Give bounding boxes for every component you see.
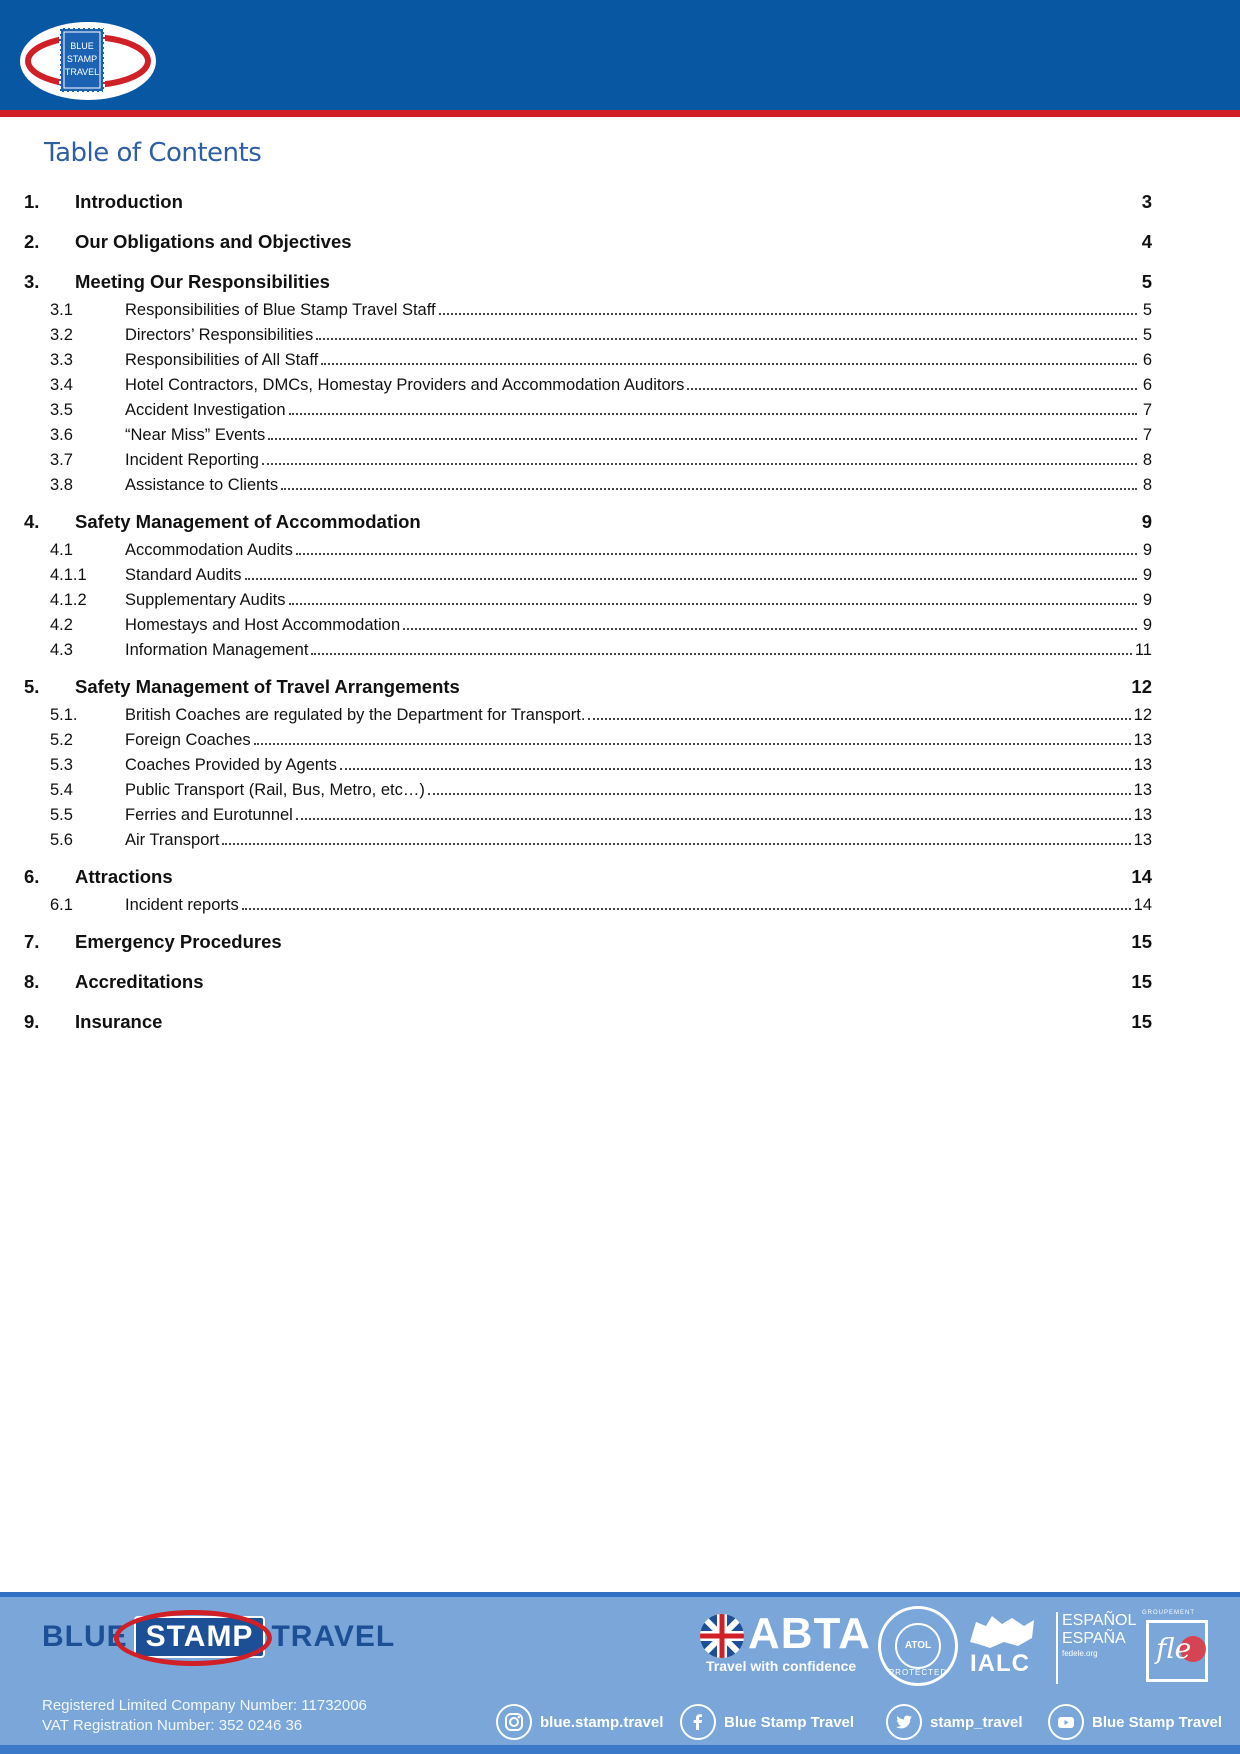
toc-entry-title: “Near Miss” Events [125, 426, 266, 444]
toc-page-number: 13 [1133, 781, 1152, 799]
toc-dot-leader [281, 488, 1137, 490]
footer-brand-stamp-text: STAMP [145, 1620, 254, 1653]
toc-page-number: 9 [1142, 566, 1152, 584]
toc-dot-leader [254, 743, 1131, 745]
toc-entry-number: 3.3 [50, 351, 73, 369]
toc-dot-leader [245, 578, 1138, 580]
toc-page-number: 8 [1142, 476, 1152, 494]
atol-ring-text: PROTECTED [888, 1668, 948, 1677]
toc-entry-number: 4.1 [50, 541, 73, 559]
toc-subsection-entry[interactable] [24, 348, 1152, 373]
toc-entry-title: Responsibilities of All Staff [125, 351, 319, 369]
toc-entry-title: Ferries and Eurotunnel [125, 806, 293, 824]
toc-page-number: 15 [1131, 931, 1152, 952]
toc-entry-title: Information Management [125, 641, 309, 659]
toc-entry-title: Public Transport (Rail, Bus, Metro, etc…) [125, 781, 425, 799]
toc-entry-title: Coaches Provided by Agents [125, 756, 337, 774]
toc-entry-number: 5.5 [50, 806, 73, 824]
toc-subsection-entry[interactable] [24, 538, 1152, 563]
footer-brand-logo [42, 1612, 395, 1662]
toc-subsection-entry[interactable] [24, 613, 1152, 638]
instagram-handle: blue.stamp.travel [540, 1713, 664, 1731]
toc-entry-title: Safety Management of Accommodation [75, 511, 421, 532]
toc-section-entry[interactable] [24, 998, 1152, 1038]
toc-section-entry[interactable] [24, 918, 1152, 958]
youtube-handle: Blue Stamp Travel [1092, 1713, 1223, 1731]
toc-page-number: 11 [1134, 641, 1152, 659]
twitter-link[interactable] [886, 1702, 1023, 1742]
footer-bottom-band [0, 1745, 1240, 1754]
toc-page-number: 9 [1142, 591, 1152, 609]
header-red-stripe [0, 110, 1240, 117]
toc-dot-leader [242, 908, 1131, 910]
toc-entry-number: 3. [24, 271, 40, 292]
toc-entry-title: Accreditations [75, 971, 204, 992]
toc-entry-title: Meeting Our Responsibilities [75, 271, 330, 292]
toc-subsection-entry[interactable] [24, 638, 1152, 663]
toc-subsection-entry[interactable] [24, 703, 1152, 728]
toc-entry-title: Our Obligations and Objectives [75, 231, 352, 252]
toc-dot-leader [222, 843, 1130, 845]
logo-line-1: BLUE [70, 41, 94, 51]
toc-page-number: 13 [1133, 831, 1152, 849]
toc-entry-number: 3.8 [50, 476, 73, 494]
toc-page-number: 3 [1141, 191, 1152, 212]
toc-section-entry[interactable] [24, 498, 1152, 538]
toc-page-number: 9 [1142, 541, 1152, 559]
twitter-handle: stamp_travel [930, 1713, 1023, 1731]
facebook-icon [680, 1704, 716, 1740]
toc-page-number: 14 [1133, 896, 1152, 914]
espanol-line-2: ESPAÑA [1062, 1630, 1126, 1647]
toc-subsection-entry[interactable] [24, 298, 1152, 323]
toc-page-number: 5 [1141, 271, 1152, 292]
toc-section-entry[interactable] [24, 258, 1152, 298]
espanol-site: fedele.org [1062, 1649, 1098, 1658]
toc-dot-leader [428, 793, 1131, 795]
youtube-link[interactable] [1048, 1702, 1222, 1742]
toc-entry-number: 8. [24, 971, 40, 992]
abta-wordmark: ABTA [748, 1609, 871, 1658]
toc-subsection-entry[interactable] [24, 893, 1152, 918]
toc-page-number: 6 [1142, 376, 1152, 394]
espanol-en-espana-badge [1056, 1612, 1137, 1684]
toc-section-entry[interactable] [24, 218, 1152, 258]
toc-entry-number: 7. [24, 931, 40, 952]
toc-page-number: 9 [1141, 511, 1152, 532]
abta-globe-icon [700, 1614, 744, 1658]
toc-entry-title: Accident Investigation [125, 401, 286, 419]
toc-entry-number: 6.1 [50, 896, 73, 914]
toc-subsection-entry[interactable] [24, 323, 1152, 348]
toc-entry-title: Incident reports [125, 896, 239, 914]
toc-page-number: 9 [1142, 616, 1152, 634]
toc-entry-title: Hotel Contractors, DMCs, Homestay Providers and Accommodation Auditors [125, 376, 685, 394]
groupement-fle-badge [1142, 1610, 1214, 1686]
toc-entry-title: Responsibilities of Blue Stamp Travel Staff [125, 301, 436, 319]
atol-wordmark: ATOL [895, 1623, 941, 1669]
toc-entry-number: 3.5 [50, 401, 73, 419]
toc-subsection-entry[interactable] [24, 728, 1152, 753]
toc-subsection-entry[interactable] [24, 828, 1152, 853]
registration-info [42, 1696, 367, 1736]
toc-subsection-entry[interactable] [24, 373, 1152, 398]
toc-entry-title: Standard Audits [125, 566, 242, 584]
toc-entry-number: 2. [24, 231, 40, 252]
youtube-icon [1048, 1704, 1084, 1740]
toc-page-number: 12 [1131, 676, 1152, 697]
toc-entry-number: 9. [24, 1011, 40, 1032]
footer-brand-stamp [134, 1616, 266, 1658]
footer-brand-travel: TRAVEL [271, 1620, 396, 1653]
toc-dot-leader [316, 338, 1137, 340]
toc-entry-number: 4. [24, 511, 40, 532]
toc-entry-title: Foreign Coaches [125, 731, 251, 749]
ialc-badge [966, 1612, 1038, 1684]
toc-entry-title: Supplementary Audits [125, 591, 286, 609]
toc-section-entry[interactable] [24, 188, 1152, 218]
toc-subsection-entry[interactable] [24, 803, 1152, 828]
toc-page-number: 5 [1142, 301, 1152, 319]
toc-subsection-entry[interactable] [24, 398, 1152, 423]
toc-entry-number: 4.1.1 [50, 566, 87, 584]
toc-page-number: 15 [1131, 971, 1152, 992]
toc-page-number: 13 [1133, 756, 1152, 774]
toc-dot-leader [262, 463, 1137, 465]
toc-page-number: 13 [1133, 806, 1152, 824]
toc-dot-leader [439, 313, 1137, 315]
toc-entry-number: 6. [24, 866, 40, 887]
facebook-handle: Blue Stamp Travel [724, 1713, 855, 1731]
toc-dot-leader [340, 768, 1131, 770]
atol-protected-badge [878, 1606, 958, 1686]
toc-title: Table of Contents [44, 138, 262, 168]
toc-entry-number: 3.1 [50, 301, 73, 319]
logo-line-3: TRAVEL [64, 67, 100, 77]
toc-subsection-entry[interactable] [24, 778, 1152, 803]
fle-wordmark: fle [1156, 1632, 1192, 1665]
toc-section-entry[interactable] [24, 958, 1152, 998]
toc-entry-number: 5.4 [50, 781, 73, 799]
toc-entry-number: 3.4 [50, 376, 73, 394]
toc-dot-leader [289, 603, 1137, 605]
toc-section-entry[interactable] [24, 853, 1152, 893]
toc-dot-leader [311, 653, 1131, 655]
toc-page-number: 4 [1141, 231, 1152, 252]
toc-entry-title: Air Transport [125, 831, 220, 849]
toc-entry-title: Introduction [75, 191, 183, 212]
toc-page-number: 12 [1133, 706, 1152, 724]
toc-entry-number: 5.2 [50, 731, 73, 749]
toc-entry-number: 5.3 [50, 756, 73, 774]
logo-line-2: STAMP [66, 54, 98, 64]
toc-dot-leader [687, 388, 1137, 390]
toc-subsection-entry[interactable] [24, 588, 1152, 613]
toc-subsection-entry[interactable] [24, 753, 1152, 778]
toc-subsection-entry[interactable] [24, 448, 1152, 473]
toc-entry-number: 3.6 [50, 426, 73, 444]
table-of-contents [24, 188, 1152, 1038]
toc-dot-leader [588, 718, 1130, 720]
toc-entry-title: Accommodation Audits [125, 541, 293, 559]
toc-dot-leader [289, 413, 1137, 415]
toc-page-number: 7 [1142, 426, 1152, 444]
abta-badge [700, 1609, 871, 1674]
footer-brand-ring [114, 1610, 272, 1666]
vat-number: VAT Registration Number: 352 0246 36 [42, 1717, 303, 1734]
toc-page-number: 8 [1142, 451, 1152, 469]
instagram-icon [496, 1704, 532, 1740]
toc-entry-number: 4.1.2 [50, 591, 87, 609]
page-header [0, 0, 1240, 110]
toc-subsection-entry[interactable] [24, 473, 1152, 498]
toc-entry-number: 5. [24, 676, 40, 697]
toc-dot-leader [403, 628, 1137, 630]
toc-entry-title: Attractions [75, 866, 173, 887]
toc-dot-leader [296, 818, 1131, 820]
abta-tagline: Travel with confidence [706, 1658, 857, 1674]
instagram-link[interactable] [496, 1702, 663, 1742]
toc-entry-title: Assistance to Clients [125, 476, 279, 494]
footer-brand-blue: BLUE [42, 1620, 128, 1653]
toc-entry-number: 3.7 [50, 451, 73, 469]
fle-group-label: GROUPEMENT [1142, 1610, 1196, 1616]
toc-dot-leader [268, 438, 1137, 440]
blue-stamp-travel-logo [20, 22, 156, 100]
toc-entry-number: 5.6 [50, 831, 73, 849]
toc-dot-leader [321, 363, 1137, 365]
toc-entry-title: Incident Reporting [125, 451, 259, 469]
twitter-icon [886, 1704, 922, 1740]
ialc-wordmark: IALC [970, 1650, 1030, 1677]
facebook-link[interactable] [680, 1702, 854, 1742]
toc-entry-title: Homestays and Host Accommodation [125, 616, 401, 634]
toc-entry-number: 1. [24, 191, 40, 212]
espanol-line-1: ESPAÑOL [1062, 1612, 1137, 1629]
toc-page-number: 13 [1133, 731, 1152, 749]
toc-subsection-entry[interactable] [24, 423, 1152, 448]
toc-section-entry[interactable] [24, 663, 1152, 703]
toc-entry-number: 5.1. [50, 706, 78, 724]
toc-entry-number: 3.2 [50, 326, 73, 344]
toc-page-number: 15 [1131, 1011, 1152, 1032]
toc-entry-title: British Coaches are regulated by the Department for Transport. [125, 706, 586, 724]
toc-page-number: 14 [1131, 866, 1152, 887]
toc-entry-number: 4.2 [50, 616, 73, 634]
toc-page-number: 5 [1142, 326, 1152, 344]
toc-dot-leader [296, 553, 1137, 555]
toc-subsection-entry[interactable] [24, 563, 1152, 588]
toc-page-number: 6 [1142, 351, 1152, 369]
company-number: Registered Limited Company Number: 11732006 [42, 1697, 367, 1714]
toc-entry-title: Insurance [75, 1011, 163, 1032]
toc-page-number: 7 [1142, 401, 1152, 419]
toc-entry-number: 4.3 [50, 641, 73, 659]
toc-entry-title: Directors’ Responsibilities [125, 326, 314, 344]
toc-entry-title: Emergency Procedures [75, 931, 282, 952]
toc-entry-title: Safety Management of Travel Arrangements [75, 676, 460, 697]
